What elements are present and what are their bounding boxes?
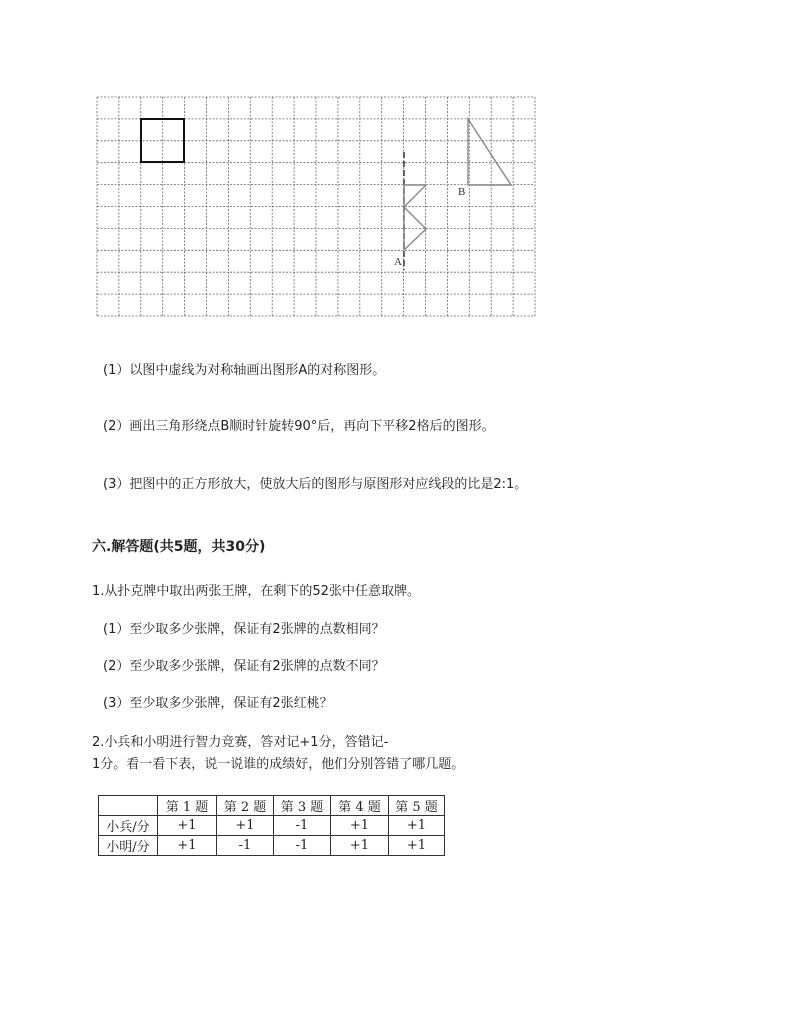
triangle-shape <box>468 119 511 185</box>
table-header-cell: 第 3 题 <box>274 796 331 816</box>
table-cell: +1 <box>331 816 389 836</box>
grid-figure <box>0 0 794 330</box>
table-cell: -1 <box>217 836 274 856</box>
table-cell: -1 <box>274 816 331 836</box>
problem1-sub-1: (1）至少取多少张牌，保证有2张牌的点数相同？ <box>103 622 385 637</box>
table-cell: -1 <box>274 836 331 856</box>
table-cell: +1 <box>389 836 445 856</box>
table-cell: +1 <box>158 836 217 856</box>
problem2-line-1: 2.小兵和小明进行智力竞赛，答对记+1分，答错记- <box>92 735 389 750</box>
score-table <box>98 795 445 856</box>
point-b-label: B <box>458 186 466 198</box>
table-cell: +1 <box>389 816 445 836</box>
table-header-cell <box>99 796 158 816</box>
table-cell: +1 <box>158 816 217 836</box>
table-header-cell: 第 1 题 <box>158 796 217 816</box>
problem1-text: 1.从扑克牌中取出两张王牌，在剩下的52张中任意取牌。 <box>92 584 420 599</box>
transform-question-2: (2）画出三角形绕点B顺时针旋转90°后，再向下平移2格后的图形。 <box>103 419 495 434</box>
table-header-row <box>99 796 445 816</box>
transform-question-1: (1）以图中虚线为对称轴画出图形A的对称图形。 <box>103 363 386 378</box>
problem1-sub-3: (3）至少取多少张牌，保证有2张红桃？ <box>103 696 333 711</box>
table-cell: +1 <box>217 816 274 836</box>
problem1-sub-2: (2）至少取多少张牌，保证有2张牌的点数不同？ <box>103 659 385 674</box>
table-row <box>99 836 445 856</box>
table-header-cell: 第 5 题 <box>389 796 445 816</box>
table-cell: 小兵/分 <box>99 816 158 836</box>
table-cell: 小明/分 <box>99 836 158 856</box>
transform-question-3: (3）把图中的正方形放大，使放大后的图形与原图形对应线段的比是2:1。 <box>103 477 528 492</box>
table-row <box>99 816 445 836</box>
table-header-cell: 第 4 题 <box>331 796 389 816</box>
section-heading: 六.解答题(共5题，共30分) <box>92 539 266 555</box>
grid-lines <box>97 97 535 316</box>
point-a-label: A <box>394 256 402 268</box>
table-header-cell: 第 2 题 <box>217 796 274 816</box>
figure-a-shape <box>404 185 426 250</box>
table-cell: +1 <box>331 836 389 856</box>
problem2-line-2: 1分。看一看下表，说一说谁的成绩好，他们分别答错了哪几题。 <box>92 757 465 772</box>
